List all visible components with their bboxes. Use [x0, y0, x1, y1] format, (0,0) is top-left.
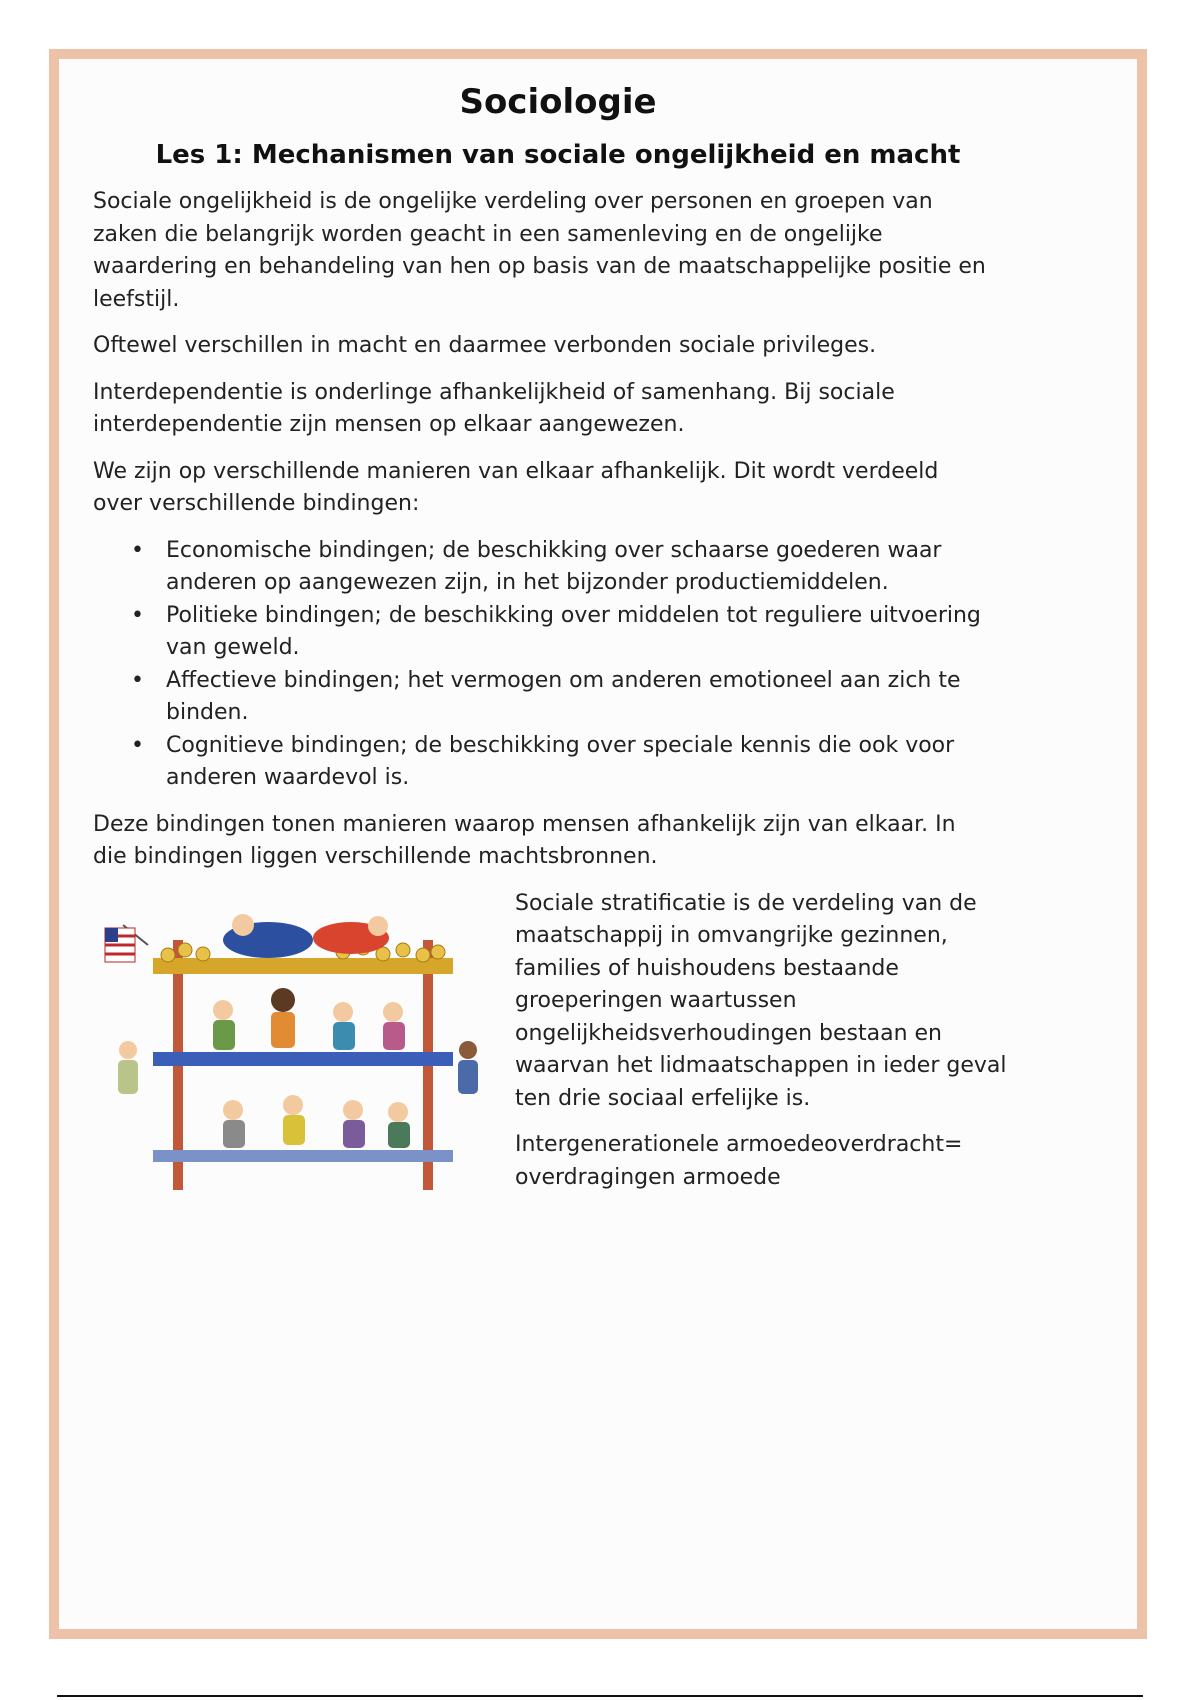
footer-rule	[57, 1695, 1143, 1697]
document-content	[93, 80, 1023, 1208]
paragraph-interdependence: Interdependentie is onderlinge afhankelijkheid of samenhang. Bij sociale interdependentie zijn mensen op elkaar aangewezen.	[93, 379, 895, 437]
social-stratification-cartoon	[93, 900, 498, 1192]
paragraph-stratification: Sociale stratificatie is de verdeling van de maatschappij in omvangrijke gezinnen, families of huishoudens bestaande groeperingen waartussen ongelijkheidsverhoudingen bestaan en waarvan het lidmaatschappen in ieder geval ten drie sociaal erfelijke is.	[515, 890, 1007, 1111]
list-item: • Cognitieve bindingen; de beschikking over speciale kennis die ook voor anderen waardevol is.	[166, 730, 1016, 795]
bindings-list	[93, 535, 1023, 795]
stratification-text	[515, 888, 1015, 1209]
list-item: • Affectieve bindingen; het vermogen om anderen emotioneel aan zich te binden.	[166, 665, 1016, 730]
list-item: • Economische bindingen; de beschikking over schaarse goederen waar anderen op aangewezen zijn, in het bijzonder productiemiddelen.	[166, 535, 1016, 600]
list-item: • Politieke bindingen; de beschikking over middelen tot reguliere uitvoering van geweld.	[166, 600, 1016, 665]
document-title: Sociologie	[459, 82, 657, 122]
stratification-section	[93, 888, 1023, 1209]
paragraph-power-sources: Deze bindingen tonen manieren waarop mensen afhankelijk zijn van elkaar. In die bindingen liggen verschillende machtsbronnen.	[93, 811, 956, 869]
paragraph-intergenerational: Intergenerationele armoedeoverdracht= overdragingen armoede	[515, 1132, 963, 1190]
paragraph-bindings-intro: We zijn op verschillende manieren van elkaar afhankelijk. Dit wordt verdeeld over verschillende bindingen:	[93, 458, 939, 516]
paragraph-definition: Sociale ongelijkheid is de ongelijke verdeling over personen en groepen van zaken die belangrijk worden geacht in een samenleving en de ongelijke waardering en behandeling van hen op basis van de maatschappelijke positie en leefstijl.	[93, 189, 986, 312]
paragraph-power: Oftewel verschillen in macht en daarmee verbonden sociale privileges.	[93, 333, 877, 358]
lesson-subtitle: Les 1: Mechanismen van sociale ongelijkheid en macht	[155, 140, 961, 170]
